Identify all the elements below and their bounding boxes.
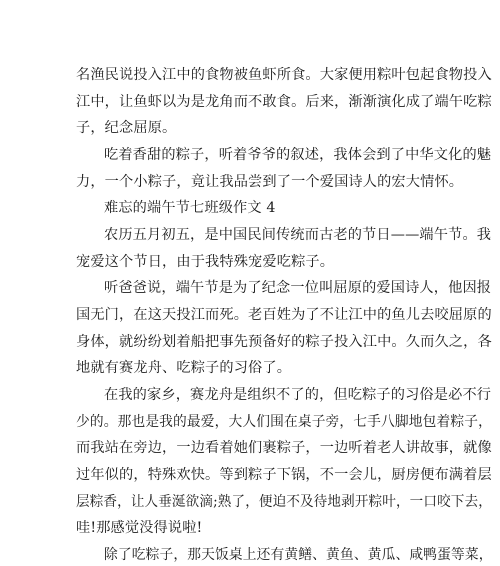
- text-line: 过年似的，特殊欢快。等到粽子下锅，不一会儿，厨房便布满着层: [76, 467, 492, 483]
- text-line: 力，一个小粽子，竟让我品尝到了一个爱国诗人的宏大情怀。: [76, 173, 464, 190]
- text-line: 吃着香甜的粽子，听着爷爷的叙述，我体会到了中华文化的魅: [104, 147, 492, 163]
- text-line: 层粽香，让人垂涎欲滴;熟了，便迫不及待地剥开粽叶，一口咬下去，: [76, 493, 492, 510]
- section-heading: 难忘的端午节七班级作文 4: [104, 200, 276, 217]
- text-line: 身体，就纷纷划着船把事先预备好的粽子投入江中。久而久之，各: [76, 333, 492, 350]
- text-line: 少的。那也是我的最爱，大人们围在桌子旁，七手八脚地包着粽子，: [76, 413, 492, 430]
- text-line: 宠爱这个节日，由于我特殊宠爱吃粽子。: [76, 253, 335, 270]
- text-line: 听爸爸说，端午节是为了纪念一位叫屈原的爱国诗人，他因报: [104, 280, 492, 297]
- text-line: 地就有赛龙舟、吃粽子的习俗了。: [76, 360, 292, 377]
- text-line: 江中，让鱼虾以为是龙角而不敢食。后来，渐渐演化成了端午吃粽: [76, 93, 492, 110]
- text-line: 在我的家乡，赛龙舟是组织不了的，但吃粽子的习俗是必不行: [104, 387, 492, 403]
- text-line: 农历五月初五，是中国民间传统而古老的节日——端午节。我: [104, 227, 492, 243]
- text-line: 国无门，在这天投江而死。老百姓为了不让江中的鱼儿去咬屈原的: [76, 307, 492, 323]
- text-line: 名渔民说投入江中的食物被鱼虾所食。大家便用粽叶包起食物投入: [76, 67, 492, 83]
- text-line: 除了吃粽子，那天饭桌上还有黄鳝、黄鱼、黄瓜、咸鸭蛋等菜，: [104, 547, 493, 563]
- text-line: 而我站在旁边，一边看着她们裹粽子，一边听着老人讲故事，就像: [76, 440, 492, 457]
- text-line: 哇!那感觉没得说啦!: [76, 520, 203, 537]
- text-line: 子，纪念屈原。: [76, 120, 177, 137]
